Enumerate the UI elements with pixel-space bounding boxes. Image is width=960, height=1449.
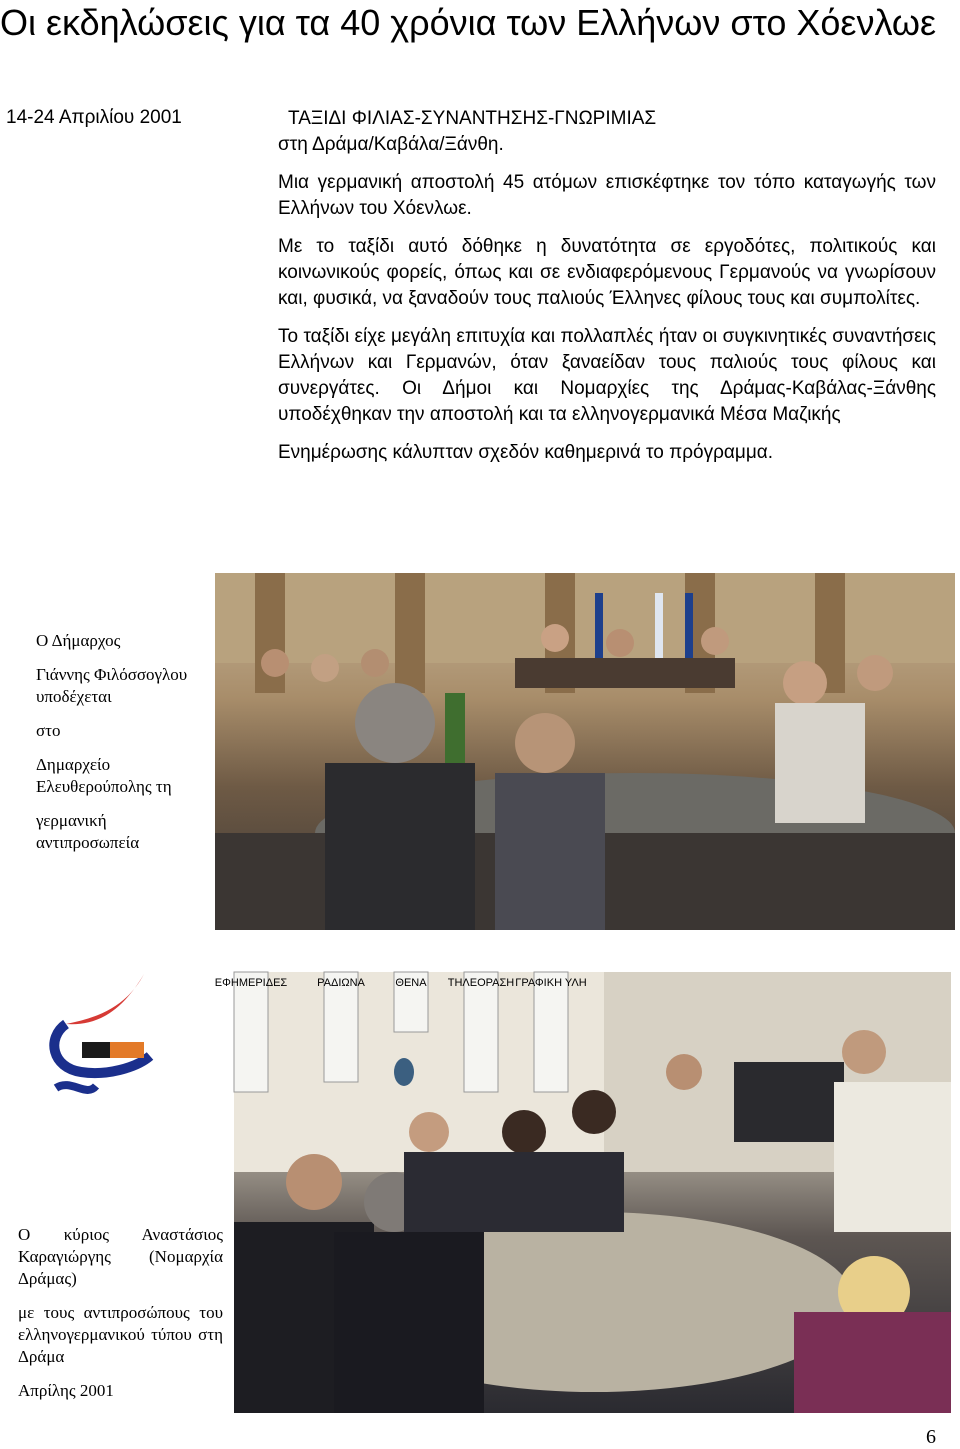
caption-line: Ο κύριος Αναστάσιος Καραγιώργης (Νομαρχία Δράμας) <box>18 1225 223 1288</box>
caption-line: Δημαρχείο Ελευθερούπολης τη <box>36 755 172 796</box>
caption-line: Ο Δήμαρχος <box>36 631 121 650</box>
sign-television: ΤΗΛΕΟΡΑΣΗ <box>447 977 515 989</box>
photo-caption-mayor <box>36 630 196 866</box>
caption-line: γερμανική αντιπροσωπεία <box>36 811 140 852</box>
article-paragraph: Το ταξίδι είχε μεγάλη επιτυχία και πολλαπλές ήταν οι συγκινητικές συναντήσεις Ελλήνων και Γερμανών, όταν ξαναείδαν τους παλιούς τους φίλους και συνεργάτες. Οι Δήμοι και Νομαρχίες της Δράμας-Καβάλας-Ξάνθης υποδέχθηκαν την αποστολή και τα ελληνογερμανικά Μέσα Μαζικής <box>278 326 936 425</box>
sign-newspapers: ΕΦΗΜΕΡΙΔΕΣ <box>214 977 288 989</box>
photo-caption-press <box>18 1224 223 1414</box>
article-paragraph: Ενημέρωσης κάλυπταν σχεδόν καθημερινά το πρόγραμμα. <box>278 442 774 463</box>
event-date: 14-24 Απριλίου 2001 <box>6 107 182 128</box>
meeting-photo-illustration <box>215 573 955 930</box>
sign-thena: ΘΕΝΑ <box>395 977 427 989</box>
page-title: Οι εκδηλώσεις για τα 40 χρόνια των Ελλήνων στο Χόενλωε <box>0 2 937 43</box>
article-paragraph: Με το ταξίδι αυτό δόθηκε η δυνατότητα σε εργοδότες, πολιτικούς και κοινωνικούς φορείς, όπως και σε ενδιαφερόμενους Γερμανούς να γνωρίσουν και, φυσικά, να ξαναδούν τους παλιούς Έλληνες φίλους τους και συμπολίτες. <box>278 236 936 309</box>
caption-line: Απρίλης 2001 <box>18 1381 114 1400</box>
article-heading: ΤΑΞΙΔΙ ΦΙΛΙΑΣ-ΣΥΝΑΝΤΗΣΗΣ-ΓΝΩΡΙΜΙΑΣ <box>288 108 657 129</box>
page-number: 6 <box>926 1426 936 1448</box>
press-photo-illustration <box>214 972 951 1413</box>
article-paragraph: Μια γερμανική αποστολή 45 ατόμων επισκέφτηκε τον τόπο καταγωγής των Ελλήνων του Χόενλωε. <box>278 172 936 219</box>
caption-line: Γιάννης Φιλόσσογλου υποδέχεται <box>36 665 188 706</box>
caption-line: στο <box>36 721 61 740</box>
caption-line: με τους αντιπροσώπους του ελληνογερμανικού τύπου στη Δράμα <box>18 1303 223 1366</box>
sign-radio: ΡΑΔΙΩΝΑ <box>317 977 365 989</box>
photo-town-hall-meeting <box>215 573 955 930</box>
photo-press-conference <box>214 972 951 1413</box>
association-logo <box>26 968 166 1116</box>
sign-stationery: ΓΡΑΦΙΚΗ ΥΛΗ <box>515 977 587 989</box>
article-body <box>278 106 936 466</box>
article-paragraph: στη Δράμα/Καβάλα/Ξάνθη. <box>278 134 504 155</box>
